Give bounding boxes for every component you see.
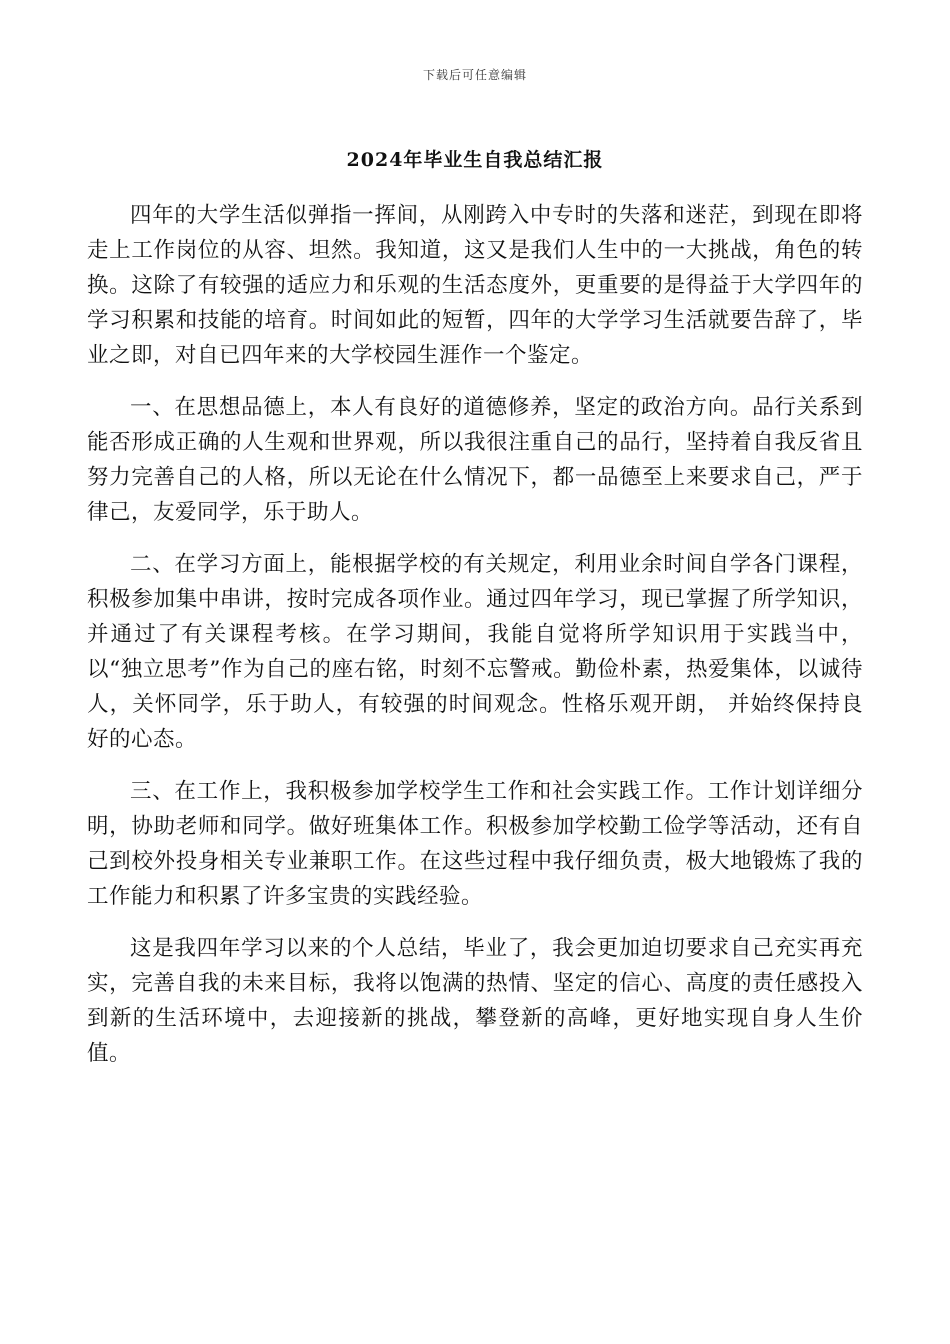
document-body — [87, 198, 863, 1088]
paragraph-intro: 四年的大学生活似弹指一挥间，从刚跨入中专时的失落和迷茫，到现在即将走上工作岗位的从容、坦然。我知道，这又是我们人生中的一大挑战，角色的转换。这除了有较强的适应力和乐观的生活态度外，更重要的是得益于大学四年的学习积累和技能的培育。时间如此的短暂，四年的大学学习生活就要告辞了，毕业之即，对自已四年来的大学校园生涯作一个鉴定。 — [87, 203, 863, 368]
header-note: 下载后可任意编辑 — [422, 68, 527, 82]
paragraph-conclusion: 这是我四年学习以来的个人总结，毕业了，我会更加迫切要求自己充实再充实，完善自我的未来目标，我将以饱满的热情、坚定的信心、高度的责任感投入到新的生活环境中，去迎接新的挑战，攀登新的高峰，更好地实现自身人生价值。 — [87, 936, 863, 1066]
paragraph-study: 二、在学习方面上，能根据学校的有关规定，利用业余时间自学各门课程，积极参加集中串讲，按时完成各项作业。通过四年学习，现已掌握了所学知识，并通过了有关课程考核。在学习期间，我能自觉将所学知识用于实践当中，以“独立思考”作为自己的座右铭，时刻不忘警戒。勤俭朴素，热爱集体，以诚待人，关怀同学，乐于助人，有较强的时间观念。性格乐观开朗， 并始终保持良好的心态。 — [87, 552, 863, 752]
paragraph-work: 三、在工作上，我积极参加学校学生工作和社会实践工作。工作计划详细分明，协助老师和同学。做好班集体工作。积极参加学校勤工俭学等活动，还有自己到校外投身相关专业兼职工作。在这些过程中我仔细负责，极大地锻炼了我的工作能力和积累了许多宝贵的实践经验。 — [87, 779, 863, 909]
paragraph-ideology: 一、在思想品德上，本人有良好的道德修养，坚定的政治方向。品行关系到能否形成正确的人生观和世界观，所以我很注重自己的品行，坚持着自我反省且努力完善自己的人格，所以无论在什么情况下，都一品德至上来要求自己，严于律己，友爱同学，乐于助人。 — [87, 395, 863, 525]
document-title: 2024年毕业生自我总结汇报 — [346, 149, 604, 171]
